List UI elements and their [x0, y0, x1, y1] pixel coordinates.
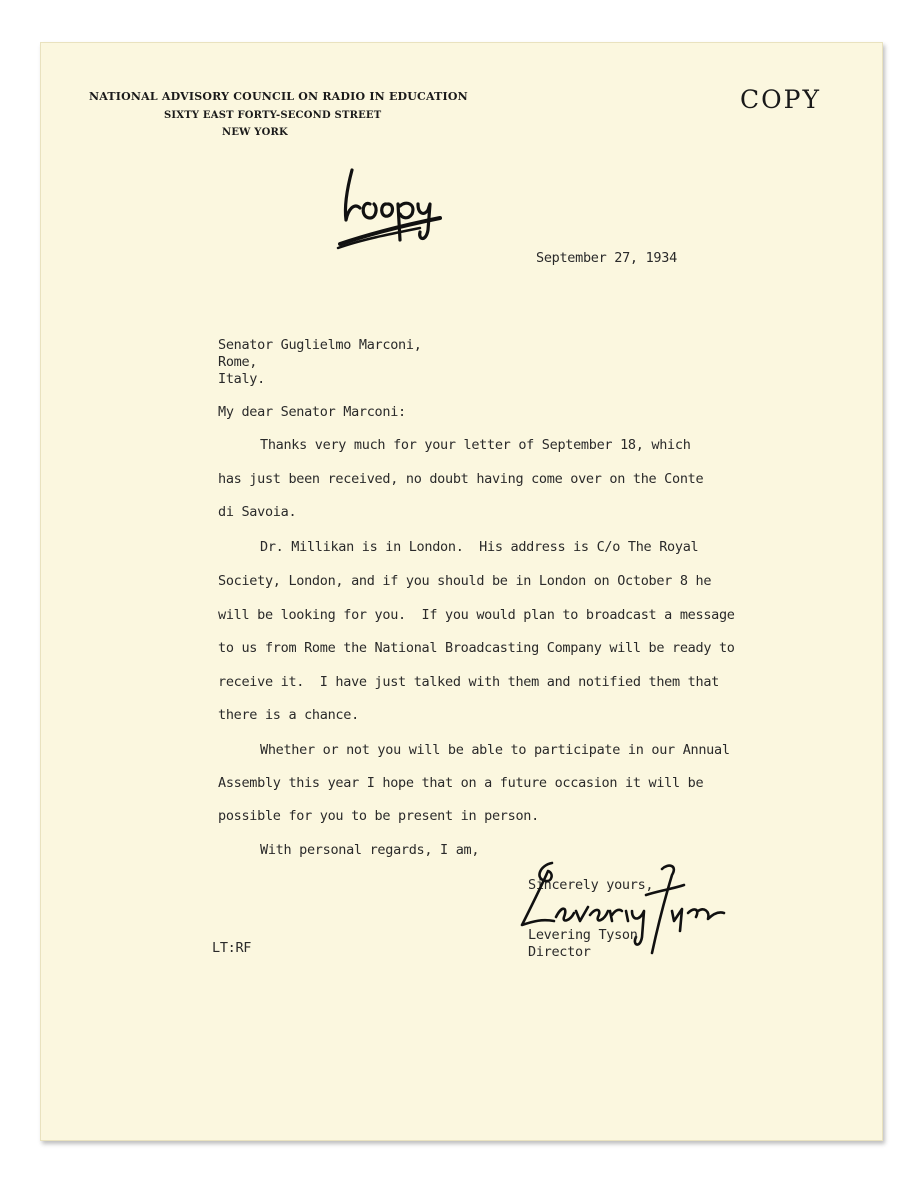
letterhead-city: NEW YORK [222, 127, 288, 138]
signer-title: Director [528, 944, 591, 960]
body-line: possible for you to be present in person. [218, 808, 539, 824]
recipient-line-1: Senator Guglielmo Marconi, [218, 337, 422, 353]
body-line: With personal regards, I am, [260, 842, 480, 858]
copy-stamp: COPY [740, 85, 821, 114]
handwritten-copy-note [330, 160, 460, 255]
body-line: Dr. Millikan is in London. His address is C/o The Royal [260, 539, 699, 555]
salutation: My dear Senator Marconi: [218, 404, 406, 420]
body-line: will be looking for you. If you would plan to broadcast a message [218, 607, 735, 623]
body-line: has just been received, no doubt having come over on the Conte [218, 471, 704, 487]
letter-page [40, 42, 883, 1141]
body-line: Thanks very much for your letter of September 18, which [260, 437, 691, 453]
letter-date: September 27, 1934 [536, 250, 677, 266]
body-line: there is a chance. [218, 707, 359, 723]
recipient-line-3: Italy. [218, 371, 265, 387]
letterhead-street: SIXTY EAST FORTY-SECOND STREET [164, 110, 382, 121]
body-line: receive it. I have just talked with them and notified them that [218, 674, 719, 690]
closing: Sincerely yours, [528, 877, 654, 893]
body-line: Society, London, and if you should be in London on October 8 he [218, 573, 712, 589]
body-line: to us from Rome the National Broadcasting Company will be ready to [218, 640, 735, 656]
body-line: di Savoia. [218, 504, 297, 520]
recipient-line-2: Rome, [218, 354, 258, 370]
reference-initials: LT:RF [212, 940, 252, 956]
body-line: Whether or not you will be able to participate in our Annual [260, 742, 730, 758]
letterhead-organization: NATIONAL ADVISORY COUNCIL ON RADIO IN EDUCATION [89, 90, 468, 103]
body-line: Assembly this year I hope that on a future occasion it will be [218, 775, 704, 791]
signer-name: Levering Tyson [528, 927, 638, 943]
